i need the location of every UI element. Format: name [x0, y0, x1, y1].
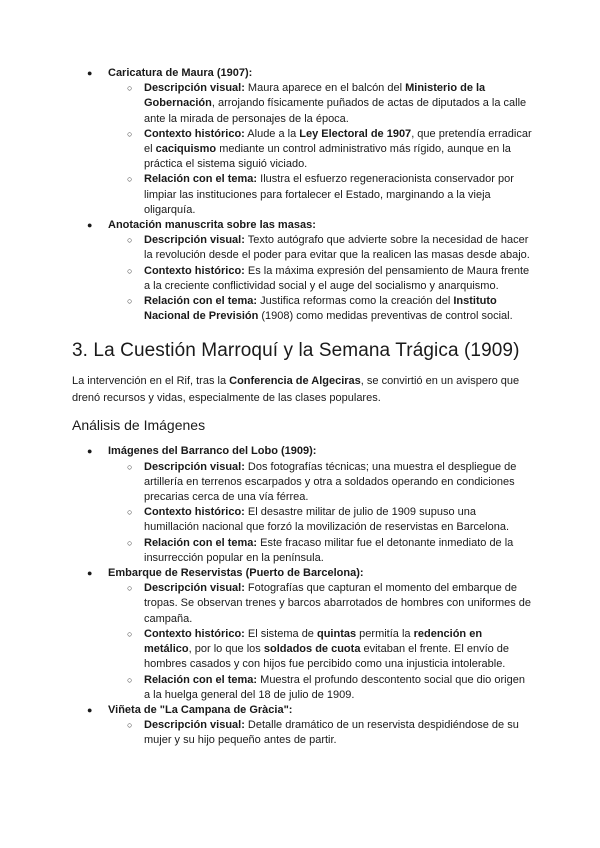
bullet-circle: ○: [127, 174, 133, 185]
bold-term: Conferencia de Algeciras: [229, 375, 361, 388]
sub-list: [108, 581, 532, 703]
bold-term: Ministerio de la Gobernación: [144, 82, 486, 110]
sub-item-label: Descripción visual:: [144, 719, 245, 732]
sub-list-item: [108, 172, 532, 218]
text-run: mediante un control administrativo más rígido, aunque en la práctica el sistema siguió viciado.: [144, 143, 511, 171]
text-run: Texto autógrafo que advierte sobre la necesidad de hacer la revolución desde el poder para evitar que la realicen las masas desde abajo.: [144, 234, 530, 262]
bullet-list-maura: [72, 66, 532, 324]
text-run: , se convirtió en un avispero que drenó recursos y vidas, especialmente de las clases populares.: [72, 375, 520, 404]
bullet-dot: ●: [87, 446, 93, 457]
sub-list-item: [108, 627, 532, 673]
text-run: (1908) como medidas preventivas de control social.: [258, 310, 513, 323]
sub-list-item: [108, 505, 532, 535]
bullet-circle: ○: [127, 83, 133, 94]
sub-item-label: Relación con el tema:: [144, 173, 258, 186]
text-run: La intervención en el Rif, tras la: [72, 375, 230, 388]
bullet-dot: ●: [87, 68, 93, 78]
text-run: , arrojando físicamente puñados de actas de diputados a la calle ante la mirada de personajes de la época.: [144, 97, 527, 125]
list-item: [72, 218, 532, 324]
sub-list-item: [108, 673, 532, 703]
text-run: Es la máxima expresión del pensamiento de Maura frente a la creciente conflictividad social y el auge del socialismo y anarquismo.: [144, 264, 530, 292]
bullet-circle: ○: [127, 583, 133, 594]
text-run: Ilustra el esfuerzo regeneracionista conservador por limpiar las instituciones para fortalecer el Estado, marginando a la vieja oligarquía.: [144, 173, 514, 216]
bullet-circle: ○: [127, 720, 133, 731]
sub-item-label: Relación con el tema:: [144, 673, 258, 686]
sub-item-label: Relación con el tema:: [144, 536, 258, 549]
list-item: [72, 66, 532, 218]
sub-list-item: [108, 460, 532, 506]
subsection-heading: Análisis de Imágenes: [72, 417, 206, 434]
text-run: El sistema de: [244, 627, 317, 640]
list-item-title: Viñeta de "La Campana de Gràcia":: [108, 703, 293, 716]
bullet-circle: ○: [127, 296, 133, 307]
text-run: , que pretendía erradicar el: [144, 127, 532, 156]
bullet-circle: ○: [127, 235, 133, 246]
bullet-circle: ○: [127, 507, 133, 518]
sub-list-item: [108, 233, 532, 263]
sub-list-item: [108, 294, 532, 324]
text-run: Este fracaso militar fue el detonante inmediato de la insurrección popular en la península.: [144, 536, 514, 564]
bold-term: Instituto Nacional de Previsión: [144, 295, 497, 323]
sub-item-label: Contexto histórico:: [144, 627, 245, 640]
sub-item-label: Contexto histórico:: [144, 127, 245, 140]
list-item-title: Caricatura de Maura (1907):: [108, 67, 253, 79]
text-run: permitía la: [356, 627, 414, 640]
sub-list-item: [108, 127, 532, 173]
bold-term: caciquismo: [155, 143, 217, 156]
sub-item-label: Descripción visual:: [144, 582, 245, 595]
bullet-dot: ●: [87, 220, 93, 231]
sub-list-item: [108, 264, 532, 294]
sub-list: [108, 81, 532, 218]
sub-item-label: Descripción visual:: [144, 82, 245, 95]
text-run: Maura aparece en el balcón del: [244, 82, 406, 95]
bold-term: quintas: [316, 627, 357, 640]
text-run: Fotografías que capturan el momento del embarque de tropas. Se observan trenes y barcos abarrotados de hombres con uniformes de campaña.: [144, 582, 532, 625]
sub-item-label: Descripción visual:: [144, 234, 245, 247]
bullet-dot: ●: [87, 568, 93, 579]
sub-item-label: Contexto histórico:: [144, 506, 245, 519]
text-run: Muestra el profundo descontento social que dio origen a la huelga general del 18 de julio de 1909.: [144, 673, 525, 701]
sub-list-item: [108, 536, 532, 566]
text-run: Justifica reformas como la creación del: [257, 295, 454, 308]
list-item: [72, 566, 532, 703]
bullet-circle: ○: [127, 628, 133, 639]
bullet-circle: ○: [127, 461, 133, 472]
bullet-circle: ○: [127, 537, 133, 548]
text-run: Detalle dramático de un reservista despidiéndose de su mujer y su hijo pequeño antes de partir.: [144, 719, 519, 747]
bullet-list-images: [72, 444, 532, 748]
text-run: , por lo que los: [188, 643, 264, 656]
sub-list-item: [108, 718, 532, 748]
bullet-dot: ●: [87, 704, 93, 715]
bullet-circle: ○: [127, 265, 133, 276]
bullet-circle: ○: [127, 128, 133, 139]
sub-list-item: [108, 581, 532, 627]
bold-term: Ley Electoral de 1907: [299, 127, 412, 140]
sub-list: [108, 233, 532, 324]
sub-list-item: [108, 81, 532, 127]
bold-term: soldados de cuota: [263, 643, 361, 656]
text-run: Alude a la: [244, 127, 300, 140]
sub-item-label: Contexto histórico:: [144, 264, 245, 277]
sub-item-label: Descripción visual:: [144, 460, 245, 473]
text-run: Dos fotografías técnicas; una muestra el despliegue de artillería en terrenos escarpados y otra a soldados operando en condiciones precarias cerca de una vía férrea.: [144, 460, 517, 504]
page-content: [72, 66, 532, 749]
sub-list: [108, 460, 532, 566]
sub-list: [108, 718, 532, 748]
list-item-title: Anotación manuscrita sobre las masas:: [108, 219, 316, 232]
list-item-title: Embarque de Reservistas (Puerto de Barcelona):: [108, 567, 364, 580]
bold-term: redención en metálico: [144, 627, 483, 656]
text-run: evitaban el frente. El envío de hombres casados y con hijos fue percibido como una injusticia intolerable.: [144, 643, 510, 671]
section-heading: 3. La Cuestión Marroquí y la Semana Trágica (1909): [72, 340, 520, 362]
text-run: El desastre militar de julio de 1909 supuso una humillación nacional que forzó la movilización de reservistas en Barcelona.: [144, 506, 510, 534]
sub-item-label: Relación con el tema:: [144, 295, 258, 308]
list-item-title: Imágenes del Barranco del Lobo (1909):: [108, 445, 317, 458]
bullet-circle: ○: [127, 674, 133, 685]
list-item: [72, 444, 532, 566]
list-item: [72, 703, 532, 749]
section-intro-paragraph: [72, 373, 532, 406]
